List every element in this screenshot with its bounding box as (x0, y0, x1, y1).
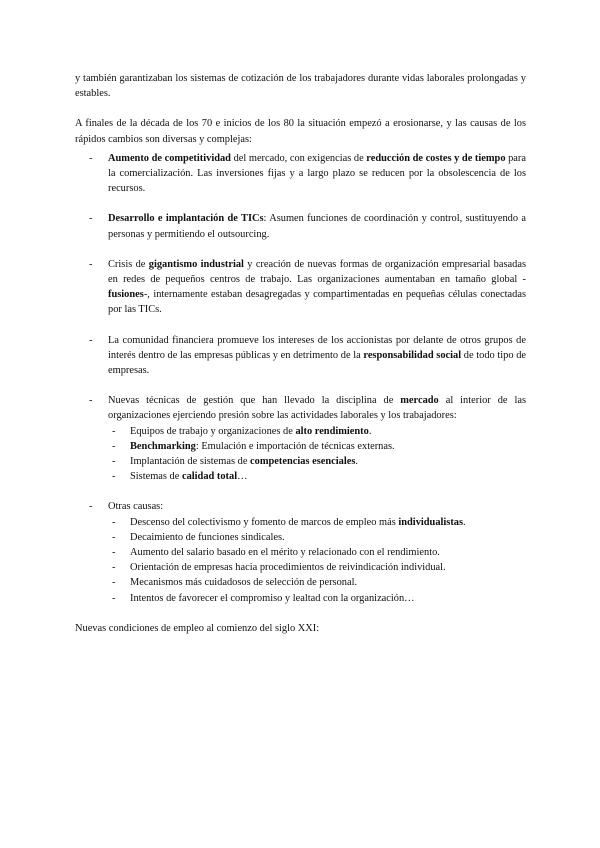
sub-text: Aumento del salario basado en el mérito y relacionado con el rendimiento. (130, 547, 440, 559)
sub-text: Orientación de empresas hacia procedimientos de reivindicación individual. (130, 562, 446, 574)
sub-list-item (108, 424, 526, 439)
sub-list-item (108, 560, 526, 575)
cause-bold: fusiones (108, 289, 144, 301)
intro-paragraph: y también garantizaban los sistemas de cotización de los trabajadores durante vidas laborales prolongadas y estables. (75, 73, 526, 100)
sub-text: Equipos de trabajo y organizaciones de (130, 425, 296, 437)
document-page (75, 71, 526, 636)
cause-text: del mercado, con exigencias de (230, 152, 367, 164)
sub-text: Sistemas de (130, 471, 182, 483)
cause-text: : Asumen funciones de coordinación y control, sustituyendo a personas y permitiendo el outsourcing. (108, 213, 526, 240)
causes-lead-paragraph: A finales de la década de los 70 e inicios de los 80 la situación empezó a erosionarse, y las causas de los rápidos cambios son diversas y complejas: (75, 118, 526, 145)
sub-text: . (355, 456, 358, 468)
closing-paragraph: Nuevas condiciones de empleo al comienzo del siglo XXI: (75, 622, 320, 634)
sub-text: Decaimiento de funciones sindicales. (130, 531, 285, 543)
cause-bold: responsabilidad social (363, 349, 462, 361)
sub-list-item (108, 530, 526, 545)
sub-text: . (368, 425, 372, 437)
sub-text: Intentos de favorecer el compromiso y lealtad con la organización… (130, 592, 415, 604)
cause-text: y creación de nuevas formas de organización empresarial basadas en redes de pequeños centros de trabajo. Las organizaciones aumentaban en tamaño global - (108, 258, 526, 286)
sub-bold: alto rendimiento (295, 425, 369, 437)
sub-list-item (108, 469, 526, 484)
sub-text: Descenso del colectivismo y fomento de marcos de empleo más (130, 516, 399, 528)
sub-list-item (108, 575, 526, 590)
sub-list-item (108, 545, 526, 560)
sub-text: Implantación de sistemas de (130, 456, 251, 468)
cause-bold: mercado (400, 395, 439, 407)
cause-other (75, 499, 526, 605)
sub-text: . (463, 516, 466, 528)
cause-bold: Aumento de competitividad (108, 152, 231, 164)
sub-text: … (237, 471, 248, 483)
cause-text: Otras causas: (108, 501, 164, 513)
management-sublist (108, 424, 526, 485)
sub-list-item (108, 454, 526, 469)
cause-management (75, 393, 526, 484)
sub-bold: calidad total (181, 471, 238, 483)
cause-text: Crisis de (108, 258, 149, 270)
cause-text: para la comercialización. Las inversiones fijas y a largo plazo se reducen por la obsolescencia de los recursos. (108, 152, 526, 195)
cause-text: de todo tipo de empresas. (108, 349, 527, 377)
sub-bold: competencias esenciales (250, 456, 356, 468)
cause-tics (75, 211, 526, 241)
sub-text: Mecanismos más cuidadosos de selección de personal. (130, 577, 358, 589)
cause-gigantism (75, 257, 526, 318)
cause-text: La comunidad financiera promueve los intereses de los accionistas por delante de otros grupos de interés dentro de las empresas públicas y en detrimento de la (108, 334, 526, 361)
other-sublist (108, 515, 526, 606)
cause-competitiveness (75, 151, 526, 197)
cause-text: Nuevas técnicas de gestión que han llevado la disciplina de (108, 395, 401, 407)
sub-list-item (108, 439, 526, 454)
cause-bold: Desarrollo e implantación de TICs (108, 213, 264, 225)
sub-bold: individualistas (398, 516, 464, 528)
sub-text: : Emulación e importación de técnicas externas. (195, 440, 395, 452)
sub-list-item (108, 515, 526, 530)
cause-text: al interior de las organizaciones ejerciendo presión sobre las actividades laborales y los trabajadores: (108, 395, 526, 422)
sub-list-item (108, 591, 526, 606)
causes-list (75, 151, 526, 606)
cause-text: -, internamente estaban desagregadas y compartimentadas en pequeñas células conectadas por las TICs. (108, 289, 526, 316)
cause-financial (75, 333, 526, 379)
cause-bold: gigantismo industrial (148, 258, 244, 270)
sub-bold: Benchmarking (130, 440, 196, 452)
cause-bold: reducción de costes y de tiempo (366, 152, 506, 164)
